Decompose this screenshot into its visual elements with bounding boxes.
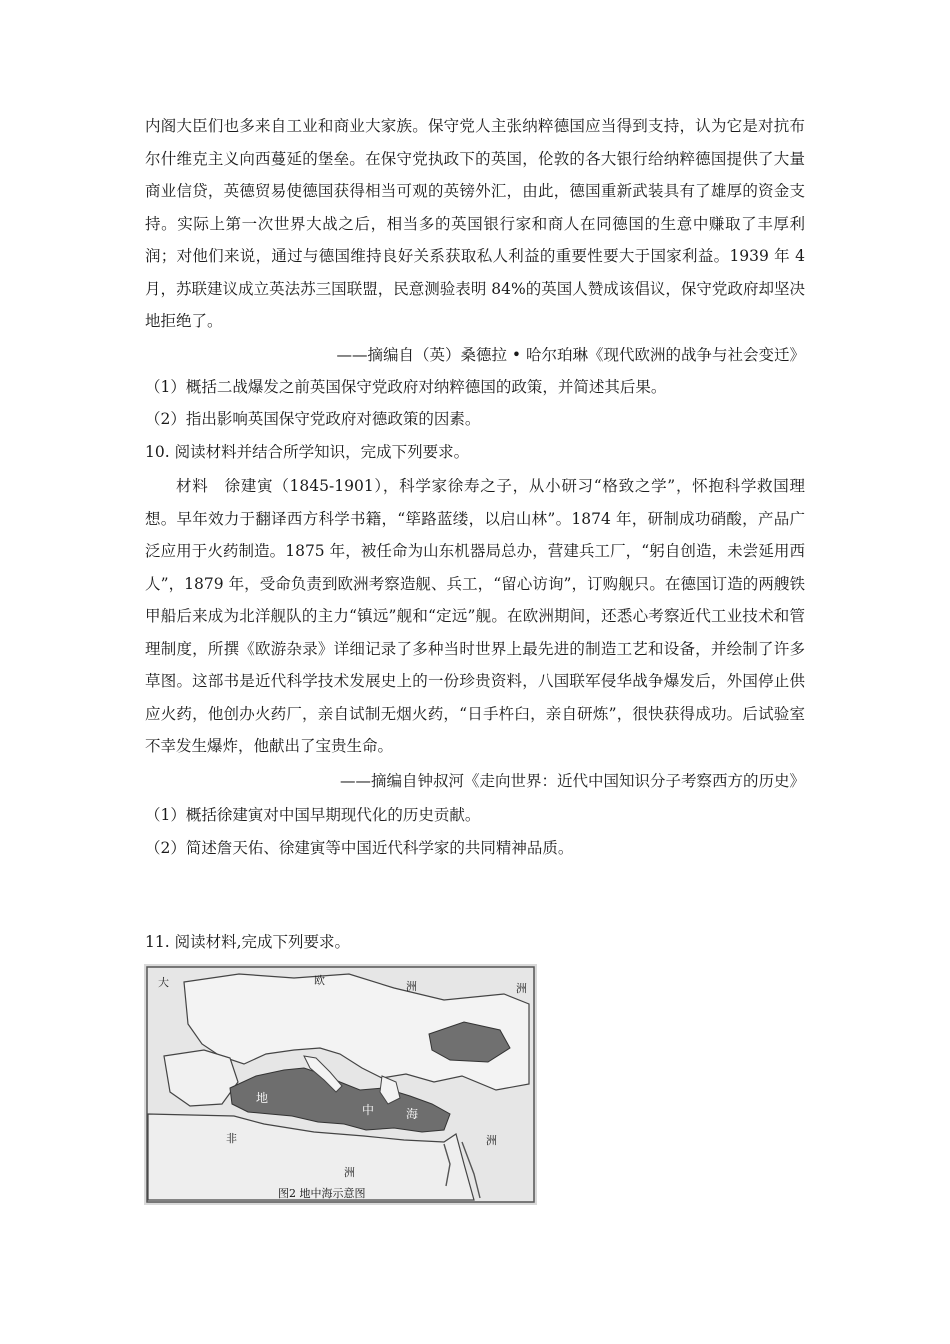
q10-heading: 10. 阅读材料并结合所学知识，完成下列要求。 [145, 443, 470, 461]
map-label-zhou-3: 洲 [486, 1134, 497, 1147]
map-caption: 图2 地中海示意图 [278, 1187, 366, 1200]
q11-heading: 11. 阅读材料,完成下列要求。 [145, 933, 351, 951]
map-label-di: 地 [256, 1091, 269, 1105]
q9-passage: 内阁大臣们也多来自工业和商业大家族。保守党人主张纳粹德国应当得到支持，认为它是对抗布尔什维克主义向西蔓延的堡垒。在保守党执政下的英国，伦敦的各大银行给纳粹德国提供了大量商业信贷，英德贸易使德国获得相当可观的英镑外汇，由此，德国重新武装具有了雄厚的资金支持。实际上第一次世界大战之后，相当多的英国银行家和商人在同德国的生意中赚取了丰厚利润；对他们来说，通过与德国维持良好关系获取私人利益的重要性要大于国家利益。1939 年 4 月，苏联建议成立英法苏三国联盟，民意测验表明 84%的英国人赞成该倡议，保守党政府却坚决地拒绝了。 [145, 117, 805, 330]
q9-subquestion-1: （1）概括二战爆发之前英国保守党政府对纳粹德国的政策，并简述其后果。 [145, 378, 667, 396]
map-label-zhong: 中 [362, 1103, 375, 1117]
q10-subquestion-2: （2）简述詹天佑、徐建寅等中国近代科学家的共同精神品质。 [145, 839, 574, 857]
map-label-ou: 欧 [314, 974, 325, 987]
q10-source: ——摘编自钟叔河《走向世界：近代中国知识分子考察西方的历史》 [339, 772, 805, 790]
map-label-hai: 海 [406, 1107, 419, 1121]
map-label-zhou-2: 洲 [516, 982, 527, 995]
q9-source: ——摘编自（英）桑德拉 • 哈尔珀琳《现代欧洲的战争与社会变迁》 [336, 346, 805, 364]
mediterranean-map-figure [144, 964, 537, 1205]
map-label-da: 大 [158, 976, 169, 989]
map-label-zhou-4: 洲 [344, 1166, 355, 1179]
map-label-zhou-1: 洲 [406, 980, 417, 993]
map-label-fei: 非 [226, 1132, 237, 1145]
q10-subquestion-1: （1）概括徐建寅对中国早期现代化的历史贡献。 [145, 806, 481, 824]
q10-passage: 材料 徐建寅（1845-1901），科学家徐寿之子，从小研习“格致之学”，怀抱科学救国理想。早年效力于翻译西方科学书籍，“筚路蓝缕，以启山林”。1874 年，研制成功硝酸，产品广泛应用于火药制造。1875 年，被任命为山东机器局总办，营建兵工厂，“躬自创造，未尝延用西人”，1879 年，受命负责到欧洲考察造舰、兵工，“留心访询”，订购舰只。在德国订造的两艘铁甲船后来成为北洋舰队的主力“镇远”舰和“定远”舰。在欧洲期间，还悉心考察近代工业技术和管理制度，所撰《欧游杂录》详细记录了多种当时世界上最先进的制造工艺和设备，并绘制了许多草图。这部书是近代科学技术发展史上的一份珍贵资料，八国联军侵华战争爆发后，外国停止供应火药，他创办火药厂，亲自试制无烟火药，“日手杵臼，亲自研炼”，很快获得成功。后试验室不幸发生爆炸，他献出了宝贵生命。 [145, 477, 805, 755]
q9-subquestion-2: （2）指出影响英国保守党政府对德政策的因素。 [145, 410, 481, 428]
